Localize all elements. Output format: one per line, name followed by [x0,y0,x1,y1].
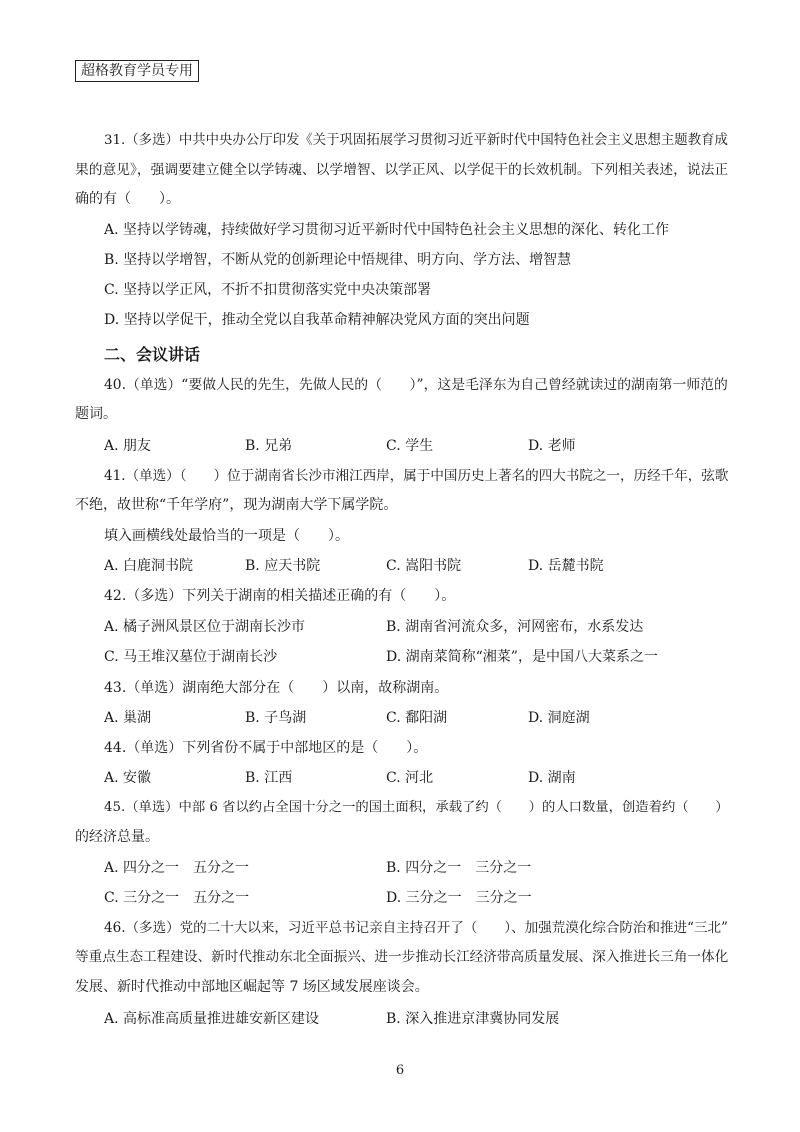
section-heading: 二、会议讲话 [104,345,201,364]
question-40-option-c: C. 学生 [386,438,434,454]
question-44-option-a: A. 安徽 [104,770,152,786]
question-31-option-d: D. 坚持以学促干，推动全党以自我革命精神解决党风方面的突出问题 [104,312,530,328]
question-42-option-d: D. 湖南菜简称“湘菜”，是中国八大菜系之一 [386,649,658,665]
question-45-line-2: 的经济总量。 [75,829,159,845]
question-43-line-1: 43.（单选）湖南绝大部分在（ ）以南，故称湖南。 [104,680,449,696]
question-42-line-1: 42.（多选）下列关于湖南的相关描述正确的有（ ）。 [104,588,456,604]
question-45-option-d: D. 三分之一 三分之一 [386,890,532,906]
question-44-option-d: D. 湖南 [528,770,576,786]
question-45-option-a: A. 四分之一 五分之一 [104,860,250,876]
question-46-option-b: B. 深入推进京津冀协同发展 [386,1011,560,1027]
question-43-option-c: C. 鄱阳湖 [386,710,448,726]
question-46-option-a: A. 高标准高质量推进雄安新区建设 [104,1011,320,1027]
header-tag: 超格教育学员专用 [75,60,199,82]
question-41-option-b: B. 应天书院 [245,558,321,574]
question-43-option-d: D. 洞庭湖 [528,710,590,726]
question-42-option-c: C. 马王堆汉墓位于湖南长沙 [104,649,278,665]
question-44-option-b: B. 江西 [245,770,293,786]
question-31-line-2: 果的意见》，强调要建立健全以学铸魂、以学增智、以学正风、以学促干的长效机制。下列相关表述，说法正 [75,162,729,178]
question-31-line-3: 确的有（ ）。 [75,191,180,207]
question-41-line-1: 41.（单选）（ ）位于湖南省长沙市湘江西岸，属于中国历史上著名的四大书院之一，历经千年，弦歌 [104,468,729,484]
question-41-line-2: 不绝，故世称“千年学府”，现为湖南大学下属学院。 [75,497,398,513]
page-number: 6 [395,1063,405,1078]
question-42-option-b: B. 湖南省河流众多，河网密布，水系发达 [386,619,644,635]
question-41-line-3: 填入画横线处最恰当的一项是（ ）。 [104,528,349,544]
question-41-option-a: A. 白鹿洞书院 [104,558,194,574]
question-43-option-b: B. 子鸟湖 [245,710,307,726]
question-42-option-a: A. 橘子洲风景区位于湖南长沙市 [104,619,306,635]
question-41-option-c: C. 嵩阳书院 [386,558,462,574]
question-44-option-c: C. 河北 [386,770,434,786]
question-40-line-2: 题词。 [75,406,117,422]
question-40-option-a: A. 朋友 [104,438,152,454]
question-43-option-a: A. 巢湖 [104,710,152,726]
question-45-option-b: B. 四分之一 三分之一 [386,860,532,876]
question-44-line-1: 44.（单选）下列省份不属于中部地区的是（ ）。 [104,740,428,756]
question-45-option-c: C. 三分之一 五分之一 [104,890,250,906]
question-45-line-1: 45.（单选）中部 6 省以约占全国十分之一的国土面积，承载了约（ ）的人口数量，创造着约（ ） [104,800,729,815]
question-46-line-1: 46.（多选）党的二十大以来，习近平总书记亲自主持召开了（ ）、加强荒漠化综合防治和推进“三北” [104,920,728,936]
question-46-line-3: 发展、新时代推动中部地区崛起等 7 场区域发展座谈会。 [75,979,429,995]
question-40-option-b: B. 兄弟 [245,438,293,454]
question-31-line-1: 31.（多选）中共中央办公厅印发《关于巩固拓展学习贯彻习近平新时代中国特色社会主义思想主题教育成 [104,133,728,148]
question-31-option-c: C. 坚持以学正风，不折不扣贯彻落实党中央决策部署 [104,282,432,298]
question-41-option-d: D. 岳麓书院 [528,558,604,574]
question-40-line-1: 40.（单选）“要做人民的先生，先做人民的（ ）”，这是毛泽东为自己曾经就读过的湖南第一师范的 [104,377,728,393]
question-46-line-2: 等重点生态工程建设、新时代推动东北全面振兴、进一步推动长江经济带高质量发展、深入推进长三角一体化 [75,949,729,965]
question-31-option-b: B. 坚持以学增智，不断从党的创新理论中悟规律、明方向、学方法、增智慧 [104,252,572,268]
question-31-option-a: A. 坚持以学铸魂，持续做好学习贯彻习近平新时代中国特色社会主义思想的深化、转化工作 [104,222,670,238]
question-40-option-d: D. 老师 [528,438,576,454]
